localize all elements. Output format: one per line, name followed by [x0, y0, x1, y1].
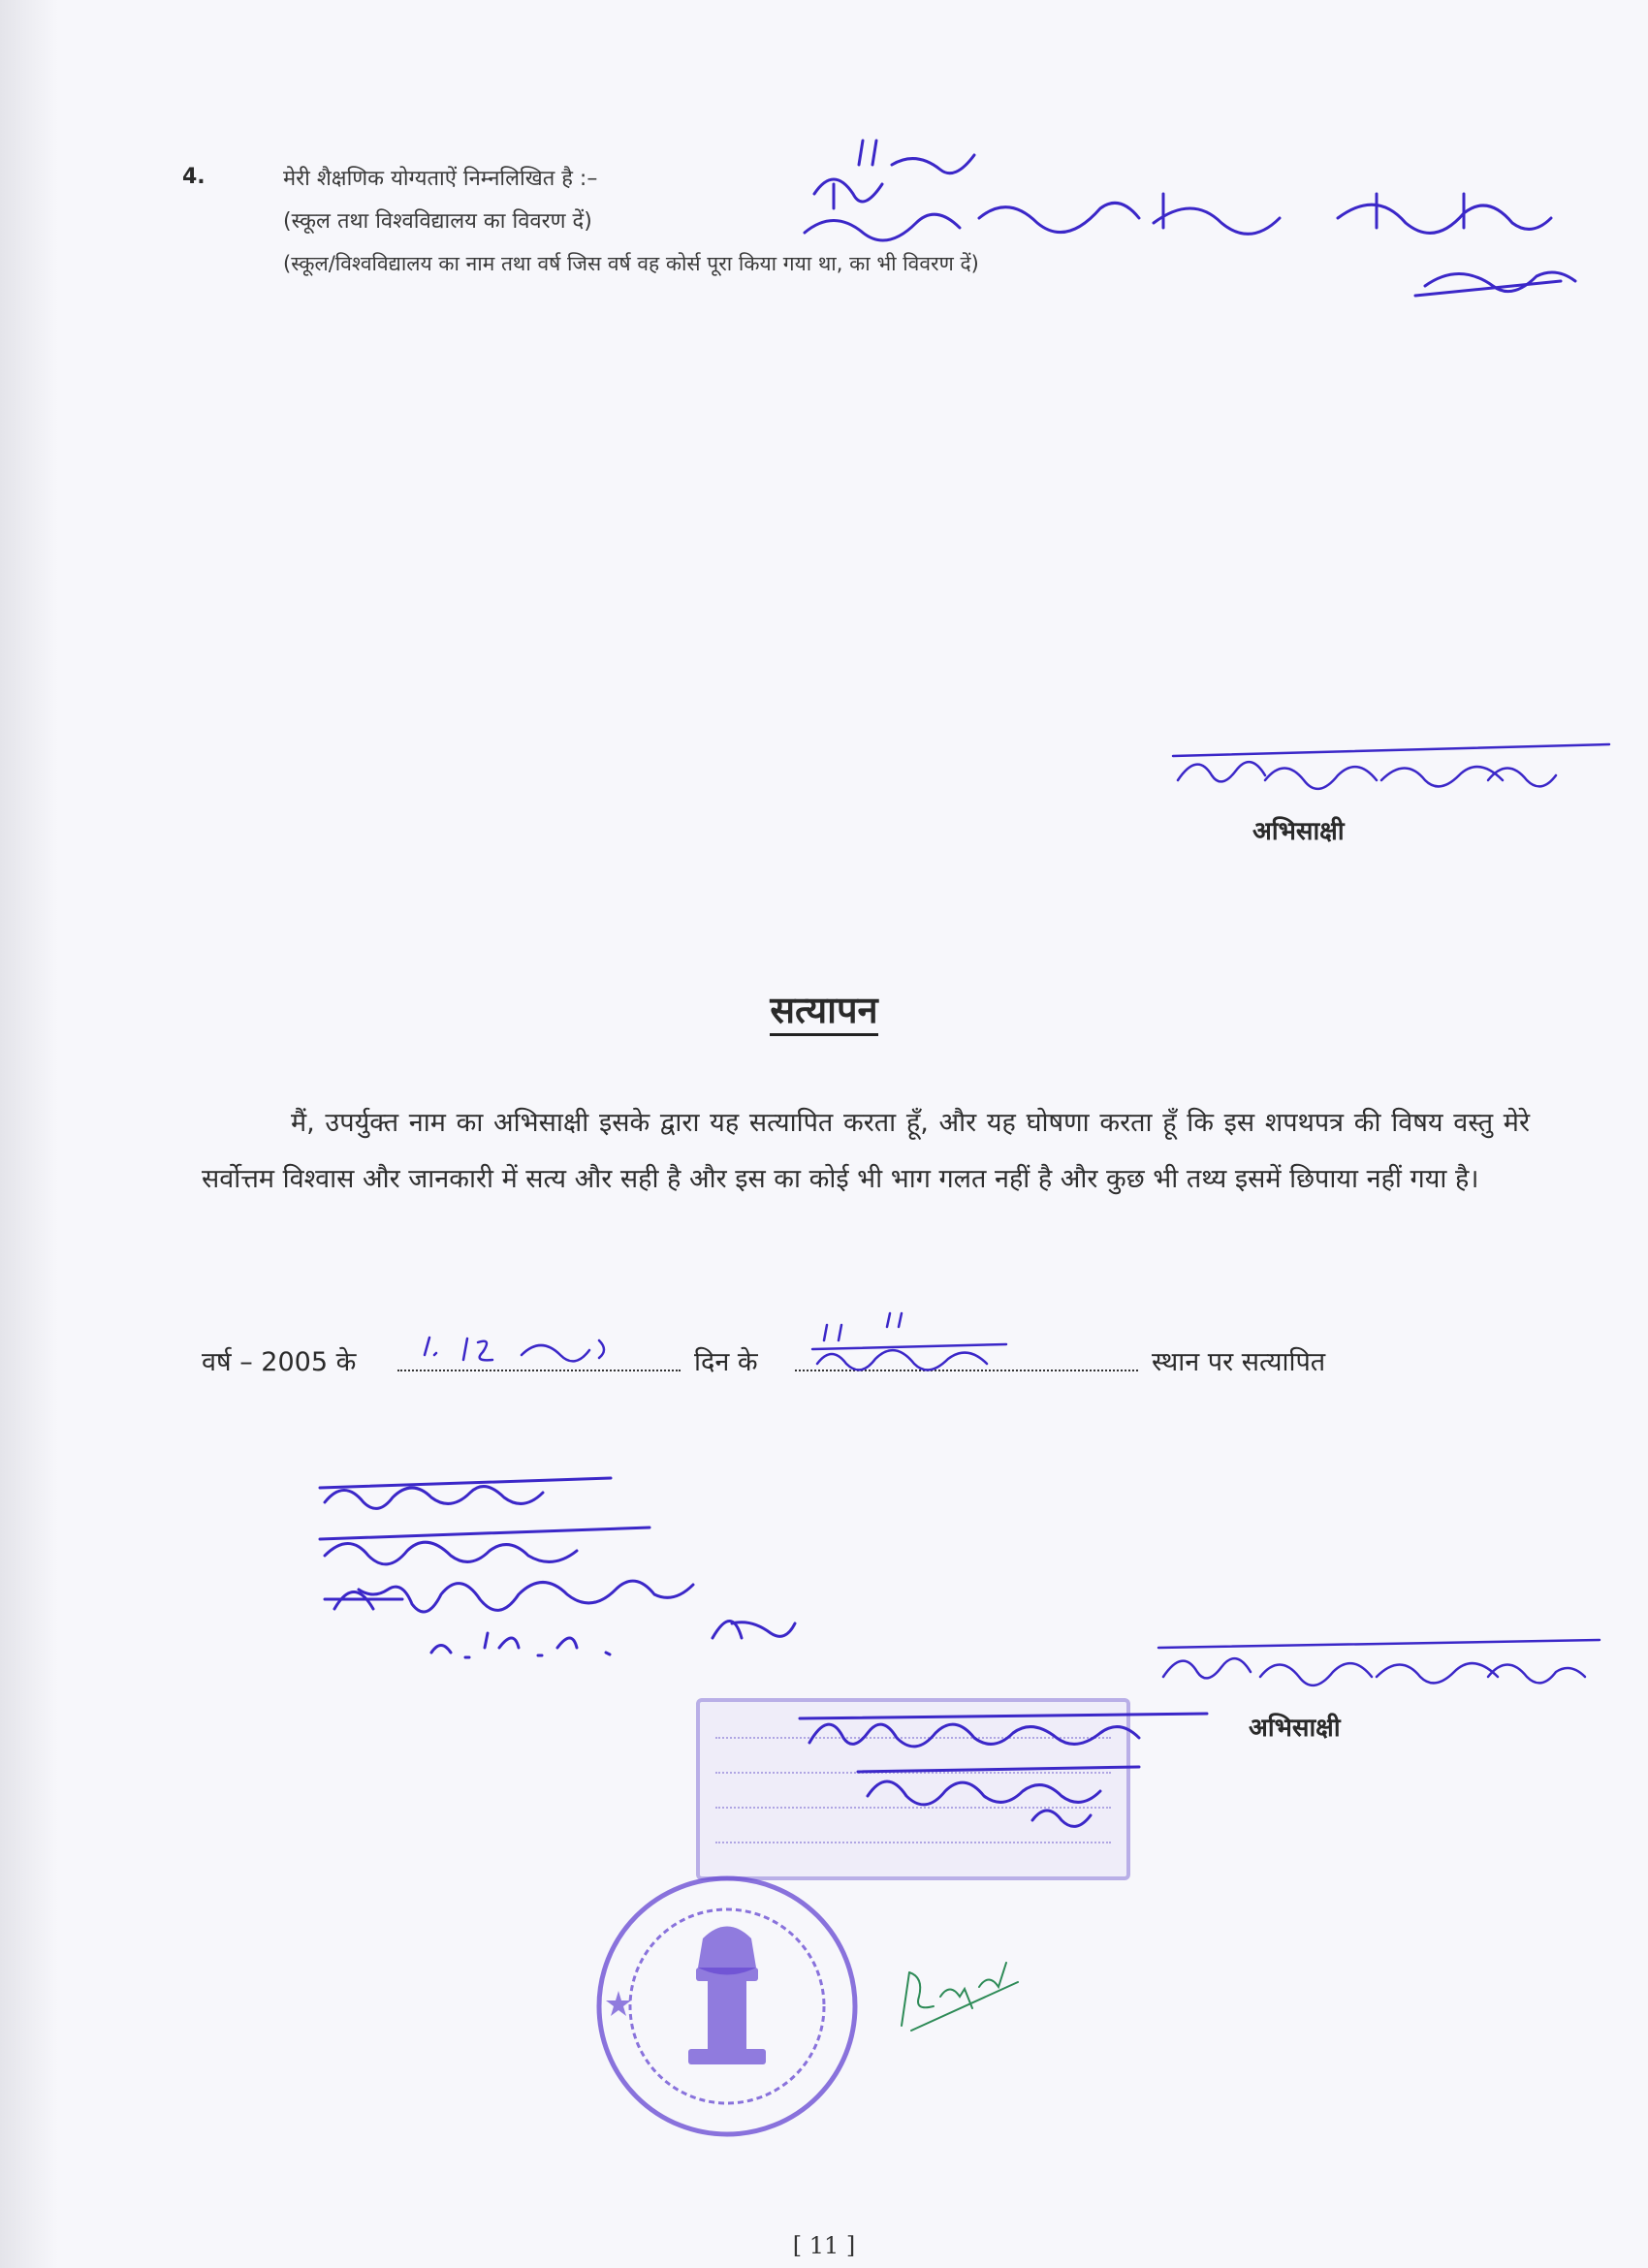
green-initials — [892, 1948, 1028, 2035]
stamp-line — [715, 1842, 1111, 1843]
stamp-handwritten-names — [790, 1704, 1236, 1840]
item-4-line-3: (स्कूल/विश्वविद्यालय का नाम तथा वर्ष जिस वर्ष वह कोर्स पूरा किया गया था, का भी विवरण दें) — [283, 252, 979, 275]
deponent-signature-1 — [1168, 737, 1614, 804]
verification-heading: सत्यापन — [0, 984, 1648, 1034]
handwritten-date — [405, 1321, 677, 1370]
date-day-blank — [397, 1370, 681, 1371]
office-seal — [591, 1871, 863, 2142]
officer-handwritten-attestation — [315, 1464, 858, 1686]
scan-edge-shadow — [0, 0, 58, 2268]
item-4-line-2: (स्कूल तथा विश्वविद्यालय का विवरण दें) — [283, 209, 592, 234]
page-number: [ 11 ] — [792, 2232, 856, 2259]
item-number: 4. — [182, 165, 206, 189]
deponent-label-2: अभिसाक्षी — [1249, 1714, 1341, 1743]
verification-date-line — [202, 1342, 1559, 1391]
item-4-line-1: मेरी शैक्षणिक योग्यताऐं निम्नलिखित है :– — [283, 167, 598, 191]
handwritten-qualification — [795, 126, 1619, 320]
date-place-label: स्थान पर सत्यापित — [1152, 1347, 1326, 1377]
date-day-label: दिन के — [694, 1347, 758, 1377]
date-prefix: वर्ष – 2005 के — [202, 1347, 357, 1377]
handwritten-month — [803, 1306, 1055, 1371]
verification-paragraph: मैं, उपर्युक्त नाम का अभिसाक्षी इसके द्वारा यह सत्यापित करता हूँ, और यह घोषणा करता हूँ कि इस शपथपत्र की विषय वस्तु मेरे सर्वोत्तम विश्वास और जानकारी में सत्य और सही है और इस का कोई भी भाग गलत नहीं है और कुछ भी तथ्य इसमें छिपाया नहीं गया है। — [202, 1108, 1530, 1194]
deponent-label-1: अभिसाक्षी — [1252, 817, 1345, 846]
deponent-signature-2 — [1154, 1623, 1609, 1701]
